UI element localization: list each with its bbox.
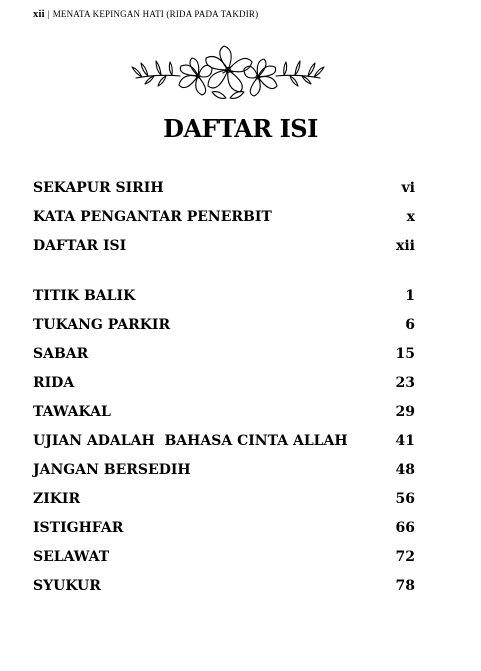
toc-entry-label: SELAWAT bbox=[33, 549, 110, 565]
table-of-contents bbox=[33, 176, 415, 603]
toc-entry bbox=[33, 516, 415, 545]
toc-entry bbox=[33, 371, 415, 400]
toc-entry-label: TITIK BALIK bbox=[33, 288, 136, 304]
running-title: MENATA KEPINGAN HATI (RIDA PADA TAKDIR) bbox=[52, 9, 259, 19]
toc-entry-label: DAFTAR ISI bbox=[33, 238, 127, 254]
toc-entry bbox=[33, 284, 415, 313]
toc-entry-page: 41 bbox=[395, 433, 415, 449]
page-title: DAFTAR ISI bbox=[163, 114, 318, 143]
toc-entry bbox=[33, 458, 415, 487]
header-separator: | bbox=[47, 9, 50, 19]
toc-entry-page: xii bbox=[396, 238, 415, 254]
toc-entry bbox=[33, 429, 415, 458]
toc-entry-label: RIDA bbox=[33, 375, 75, 391]
toc-entry-label: SYUKUR bbox=[33, 578, 101, 594]
toc-entry-label: UJIAN ADALAH BAHASA CINTA ALLAH bbox=[33, 433, 348, 449]
toc-entry-label: ZIKIR bbox=[33, 491, 81, 507]
toc-entry-page: 56 bbox=[395, 491, 415, 507]
toc-entry-page: 23 bbox=[395, 375, 415, 391]
toc-entry-page: 29 bbox=[395, 404, 415, 420]
toc-entry-label: TUKANG PARKIR bbox=[33, 317, 171, 333]
toc-entry-page: vi bbox=[401, 180, 415, 196]
toc-entry bbox=[33, 487, 415, 516]
toc-entry-label: JANGAN BERSEDIH bbox=[33, 462, 191, 478]
toc-entry-page: 66 bbox=[395, 520, 415, 536]
toc-entry bbox=[33, 400, 415, 429]
toc-entry-label: ISTIGHFAR bbox=[33, 520, 124, 536]
toc-entry bbox=[33, 574, 415, 603]
toc-entry-page: 78 bbox=[395, 578, 415, 594]
toc-entry-page: 1 bbox=[405, 288, 415, 304]
toc-entry bbox=[33, 234, 415, 263]
toc-entry bbox=[33, 313, 415, 342]
toc-entry bbox=[33, 176, 415, 205]
toc-entry-page: x bbox=[406, 209, 415, 225]
toc-entry-label: KATA PENGANTAR PENERBIT bbox=[33, 209, 272, 225]
toc-entry-page: 48 bbox=[395, 462, 415, 478]
page-number: xii bbox=[33, 9, 45, 20]
toc-entry-label: SEKAPUR SIRIH bbox=[33, 180, 164, 196]
toc-entry-page: 72 bbox=[395, 549, 415, 565]
floral-ornament-icon bbox=[128, 40, 328, 110]
toc-entry bbox=[33, 545, 415, 574]
toc-entry bbox=[33, 342, 415, 371]
toc-entry-page: 6 bbox=[405, 317, 415, 333]
toc-entry-page: 15 bbox=[395, 346, 415, 362]
toc-entry bbox=[33, 205, 415, 234]
running-header bbox=[33, 9, 258, 20]
toc-entry-label: SABAR bbox=[33, 346, 89, 362]
toc-entry-label: TAWAKAL bbox=[33, 404, 111, 420]
